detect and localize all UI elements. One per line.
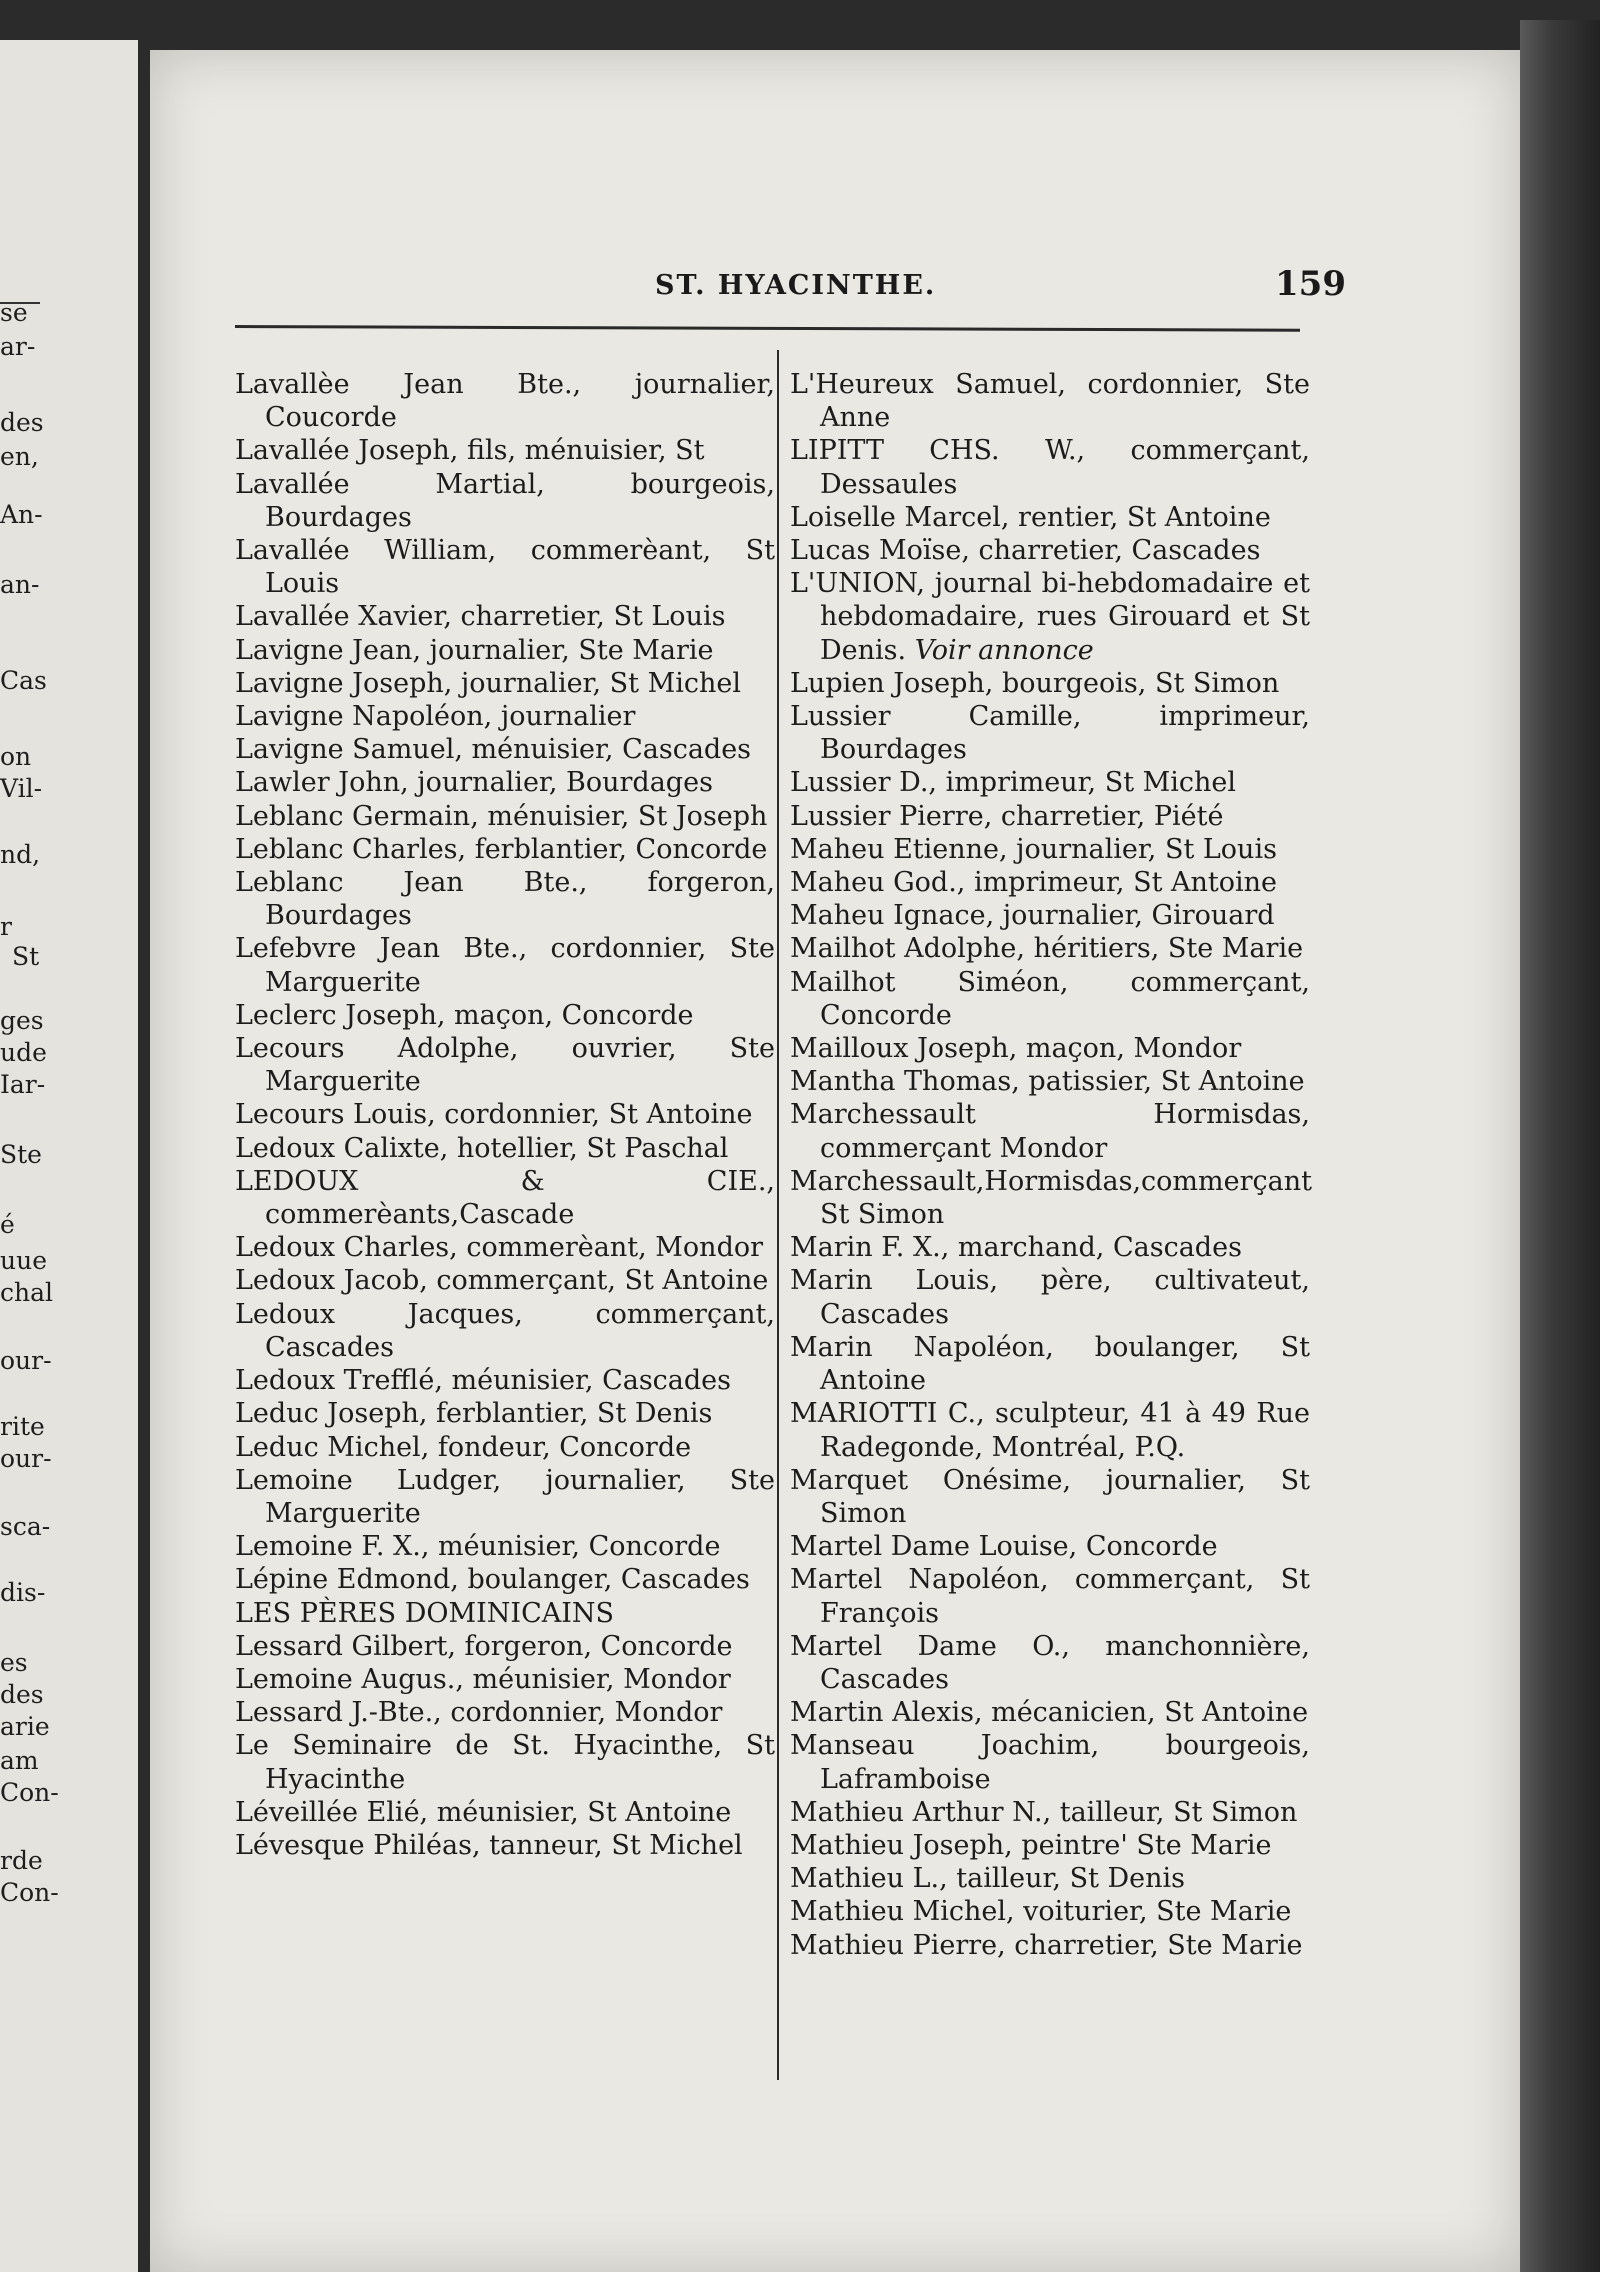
margin-fragment: am [0, 1746, 39, 1775]
margin-fragment: nd, [0, 840, 41, 869]
margin-fragment: arie [0, 1712, 50, 1741]
union-text: L'UNION, journal bi-hebdomadaire et hebdomadaire, rues Girouard et St Denis. [790, 568, 1310, 666]
directory-entry: Lefebvre Jean Bte., cordonnier, Ste Marguerite [235, 933, 775, 998]
directory-entry: Lavigne Napoléon, journalier [235, 701, 636, 733]
directory-entry: Martel Napoléon, commerçant, St François [790, 1564, 1310, 1629]
directory-entry: Lecours Adolphe, ouvrier, Ste Marguerite [235, 1033, 775, 1098]
margin-fragment: uue [0, 1246, 47, 1275]
margin-fragment: St [12, 942, 40, 971]
margin-fragment: rite [0, 1412, 45, 1441]
directory-entry: Lavigne Jean, journalier, Ste Marie [235, 634, 714, 666]
directory-entry: Mailhot Siméon, commerçant, Concorde [790, 966, 1310, 1031]
margin-fragment: Ste [0, 1140, 42, 1169]
directory-entry: Marin Louis, père, cultivateut, Cascades [790, 1265, 1310, 1330]
column-divider [777, 350, 779, 2080]
directory-entry: L'Heureux Samuel, cordonnier, Ste Anne [790, 369, 1310, 434]
margin-fragment: sca- [0, 1512, 51, 1541]
directory-entry: Leblanc Charles, ferblantier, Concorde [235, 833, 768, 865]
margin-fragment: é [0, 1210, 15, 1239]
directory-entry: Lavallée Martial, bourgeois, Bourdages [235, 468, 775, 533]
page-title: ST. HYACINTHE. [655, 270, 937, 301]
directory-entry: Lavallée Xavier, charretier, St Louis [235, 601, 726, 633]
directory-entry: LES PÈRES DOMINICAINS [235, 1597, 615, 1629]
margin-fragment: ar- [0, 332, 36, 361]
directory-entry: MARIOTTI C., sculpteur, 41 à 49 Rue Radegonde, Montréal, P.Q. [790, 1398, 1310, 1463]
directory-entry: Maheu Etienne, journalier, St Louis [790, 833, 1277, 865]
directory-entry: Maheu God., imprimeur, St Antoine [790, 867, 1278, 899]
directory-entry: Leblanc Germain, ménuisier, St Joseph [235, 800, 768, 832]
directory-entry: Mantha Thomas, patissier, St Antoine [790, 1066, 1305, 1098]
directory-entry: Lessard J.-Bte., cordonnier, Mondor [235, 1697, 723, 1729]
directory-entry: Martel Dame O., manchonnière, Cascades [790, 1630, 1310, 1695]
directory-entry: Leblanc Jean Bte., forgeron, Bourdages [235, 867, 775, 932]
directory-entry: Mailloux Joseph, maçon, Mondor [790, 1033, 1242, 1065]
running-header [150, 264, 1520, 310]
directory-entry: Mathieu Arthur N., tailleur, St Simon [790, 1796, 1298, 1828]
margin-fragment: an- [0, 570, 40, 599]
margin-fragment: Cas [0, 666, 47, 695]
margin-fragment: dis- [0, 1578, 46, 1607]
margin-fragment: our- [0, 1346, 52, 1375]
directory-entry: Maheu Ignace, journalier, Girouard [790, 900, 1275, 932]
directory-entry: Manseau Joachim, bourgeois, Laframboise [790, 1730, 1310, 1795]
directory-entry: Lussier Pierre, charretier, Piété [790, 800, 1224, 832]
directory-entry: Lucas Moïse, charretier, Cascades [790, 535, 1261, 567]
directory-entry: Ledoux Trefflé, méunisier, Cascades [235, 1365, 732, 1397]
directory-entry: Lessard Gilbert, forgeron, Concorde [235, 1630, 733, 1662]
margin-fragment: des [0, 408, 44, 437]
header-rule [235, 325, 1300, 332]
directory-entry: Lévesque Philéas, tanneur, St Michel [235, 1829, 743, 1861]
margin-fragment: des [0, 1680, 44, 1709]
margin-fragment: rde [0, 1846, 43, 1875]
directory-entry: Lecours Louis, cordonnier, St Antoine [235, 1099, 753, 1131]
directory-entry: Le Seminaire de St. Hyacinthe, St Hyacinthe [235, 1730, 775, 1795]
directory-entry: Lavigne Samuel, ménuisier, Cascades [235, 734, 752, 766]
directory-entry: Lemoine Augus., méunisier, Mondor [235, 1663, 731, 1695]
page-number: 159 [1275, 264, 1346, 304]
margin-fragment: ges [0, 1006, 44, 1035]
margin-fragment: Con- [0, 1778, 59, 1807]
directory-entry: Lussier D., imprimeur, St Michel [790, 767, 1237, 799]
margin-fragment: es [0, 1648, 28, 1677]
book-edge [1520, 20, 1600, 2272]
directory-entry: Lépine Edmond, boulanger, Cascades [235, 1564, 750, 1596]
margin-fragment: Con- [0, 1878, 59, 1907]
directory-entry: Mailhot Adolphe, héritiers, Ste Marie [790, 933, 1304, 965]
directory-entry: Lavallée Joseph, fils, ménuisier, St [235, 435, 705, 467]
directory-entry: Marchessault,Hormisdas,commerçant St Simon [790, 1165, 1312, 1231]
margin-fragment: on [0, 742, 32, 771]
directory-entry: Ledoux Jacques, commerçant, Cascades [235, 1298, 775, 1363]
margin-fragment: Iar- [0, 1070, 46, 1099]
margin-fragment: en, [0, 442, 39, 471]
directory-entry: Lawler John, journalier, Bourdages [235, 767, 713, 799]
margin-fragment: ude [0, 1038, 47, 1067]
left-column [235, 368, 775, 1862]
margin-fragment: chal [0, 1278, 54, 1307]
directory-entry: Leclerc Joseph, maçon, Concorde [235, 999, 694, 1031]
directory-entry: Lavallée William, commerèant, St Louis [235, 535, 775, 600]
directory-entry: Martin Alexis, mécanicien, St Antoine [790, 1697, 1309, 1729]
directory-entry: Mathieu Joseph, peintre' Ste Marie [790, 1829, 1272, 1861]
directory-entry: Loiselle Marcel, rentier, St Antoine [790, 501, 1271, 533]
directory-entry: Lupien Joseph, bourgeois, St Simon [790, 667, 1280, 699]
margin-fragment: An- [0, 500, 43, 529]
directory-entry: Lavigne Joseph, journalier, St Michel [235, 667, 741, 699]
directory-entry: Lemoine Ludger, journalier, Ste Marguerite [235, 1464, 775, 1529]
directory-entry: Ledoux Calixte, hotellier, St Paschal [235, 1132, 729, 1164]
directory-entry: Martel Dame Louise, Concorde [790, 1531, 1218, 1563]
margin-fragment: se [0, 298, 28, 327]
adjacent-page-strip [0, 40, 138, 2272]
directory-entry: Mathieu Pierre, charretier, Ste Marie [790, 1929, 1303, 1961]
directory-entry: LIPITT CHS. W., commerçant, Dessaules [790, 435, 1310, 500]
directory-entry: Mathieu L., tailleur, St Denis [790, 1863, 1186, 1895]
directory-entry: Marin F. X., marchand, Cascades [790, 1232, 1242, 1264]
directory-entry: Lavallèe Jean Bte., journalier, Coucorde [235, 369, 775, 434]
directory-entry: Léveillée Elié, méunisier, St Antoine [235, 1796, 732, 1828]
voir-annonce: Voir annonce [914, 634, 1094, 666]
directory-page [150, 50, 1520, 2272]
directory-entry: Ledoux Charles, commerèant, Mondor [235, 1232, 764, 1264]
directory-entry: Ledoux Jacob, commerçant, St Antoine [235, 1265, 769, 1297]
directory-entry: Leduc Michel, fondeur, Concorde [235, 1431, 692, 1463]
directory-entry: Marquet Onésime, journalier, St Simon [790, 1464, 1310, 1529]
margin-fragment: Vil- [0, 774, 43, 803]
right-column [790, 368, 1310, 1962]
directory-entry: Marchessault Hormisdas, commerçant Mondor [790, 1099, 1310, 1164]
directory-entry: Mathieu Michel, voiturier, Ste Marie [790, 1896, 1292, 1928]
directory-entry: Marin Napoléon, boulanger, St Antoine [790, 1331, 1310, 1397]
margin-fragment: our- [0, 1444, 52, 1473]
directory-entry-union [790, 567, 1310, 667]
directory-entry: Lemoine F. X., méunisier, Concorde [235, 1531, 721, 1563]
margin-fragment: r [0, 912, 12, 941]
directory-entry: Lussier Camille, imprimeur, Bourdages [790, 701, 1310, 766]
directory-entry: Leduc Joseph, ferblantier, St Denis [235, 1398, 713, 1430]
directory-entry: LEDOUX & CIE., commerèants,Cascade [235, 1165, 775, 1231]
